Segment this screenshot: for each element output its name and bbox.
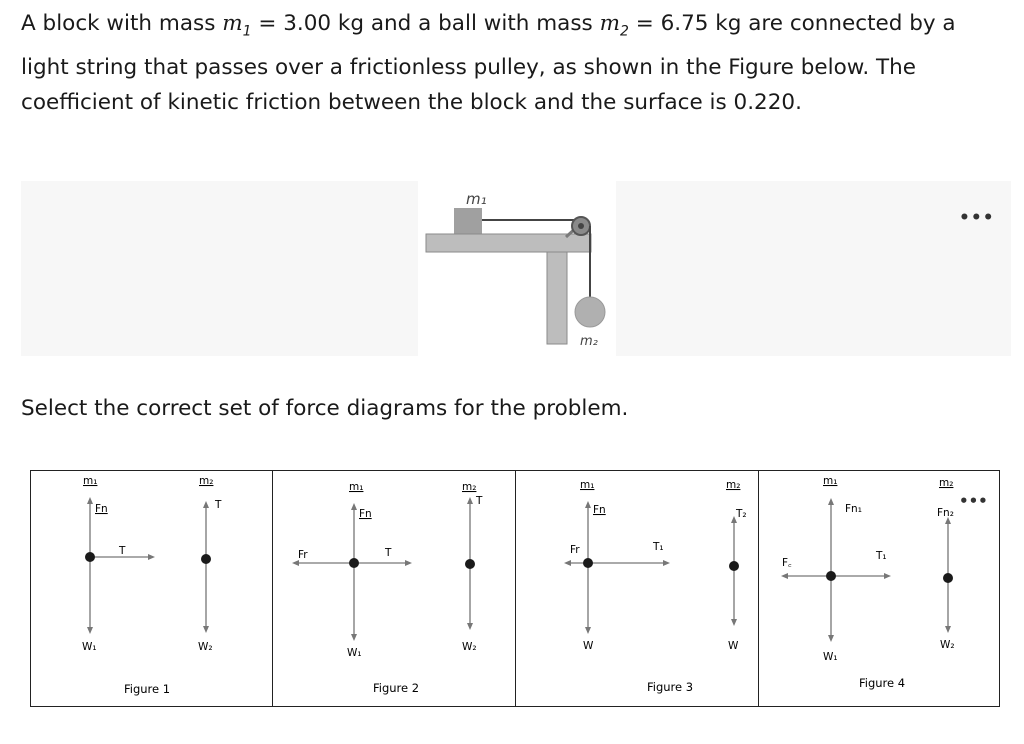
fig4-m2-dot <box>943 573 953 583</box>
fig1-m2-dot <box>201 554 211 564</box>
m2-symbol: m <box>599 11 620 36</box>
figure-2-option[interactable] <box>273 471 516 706</box>
fig4-m1-label: m₁ <box>823 475 838 487</box>
m1-symbol: m <box>222 11 243 36</box>
problem-statement <box>21 6 1001 121</box>
fig3-m1-label: m₁ <box>580 479 595 491</box>
fig1-m2-tension-arrowhead <box>203 501 209 508</box>
problem-text-1: A block with mass <box>21 11 223 36</box>
pulley-axle <box>578 223 584 229</box>
pulley-diagram <box>418 181 616 356</box>
more-options-icon[interactable]: ••• <box>959 208 995 228</box>
block-m1 <box>454 208 482 234</box>
fig1-m2-tension-label: T <box>215 499 222 511</box>
figure-3-caption: Figure 3 <box>647 680 694 694</box>
fig3-weight-label: W <box>583 640 594 652</box>
figure-options-table <box>30 470 1000 707</box>
fig4-m1-dot <box>826 571 836 581</box>
question-text: Select the correct set of force diagrams for the problem. <box>21 396 629 421</box>
fig4-m2-normal-label: Fn₂ <box>937 507 954 519</box>
figure-2-diagram <box>273 471 514 706</box>
setup-figure <box>21 181 1011 356</box>
fig4-normal-arrowhead <box>828 498 834 505</box>
fig2-m1-label: m₁ <box>349 481 364 493</box>
problem-text-2: = 3.00 kg and a ball with mass <box>251 11 600 36</box>
fig3-m1-dot <box>583 558 593 568</box>
fig1-normal-label: Fn <box>95 503 108 515</box>
problem-text-3: = 6.75 kg are connected by a light string that passes over a frictionless pulley, as shown in the Figure below. The coefficient of kinetic friction between the block and the surface is 0.220. <box>21 11 956 116</box>
fig2-friction-label: Fr <box>298 549 308 561</box>
fig1-m1-label: m₁ <box>83 475 98 487</box>
fig3-weight-arrowhead <box>585 627 591 634</box>
m1-subscript: 1 <box>242 23 252 40</box>
fig2-m2-dot <box>465 559 475 569</box>
fig3-normal-label: Fn <box>593 504 606 516</box>
fig2-normal-label: Fn <box>359 508 372 520</box>
figure-4-caption: Figure 4 <box>859 676 906 690</box>
fig2-m2-tension-label: T <box>476 495 483 507</box>
figure-3-diagram <box>516 471 757 706</box>
figure-2-caption: Figure 2 <box>373 681 420 695</box>
fig4-weight-label: W₁ <box>823 651 838 663</box>
fig4-m2-weight-label: W₂ <box>940 639 955 651</box>
fig2-weight-arrowhead <box>351 634 357 641</box>
fig1-m1-dot <box>85 552 95 562</box>
fig4-tension-arrowhead <box>884 573 891 579</box>
fig4-m2-weight-arrowhead <box>945 626 951 633</box>
fig4-m2-label: m₂ <box>939 477 954 489</box>
fig1-normal-arrowhead <box>87 497 93 504</box>
fig4-friction-arrowhead <box>781 573 788 579</box>
fig3-normal-arrowhead <box>585 501 591 508</box>
ball-m2 <box>575 297 605 327</box>
fig1-m2-weight-arrowhead <box>203 626 209 633</box>
fig2-m2-weight-label: W₂ <box>462 641 477 653</box>
fig1-weight-arrowhead <box>87 627 93 634</box>
fig2-tension-arrowhead <box>405 560 412 566</box>
table-leg <box>547 252 567 344</box>
fig4-weight-arrowhead <box>828 635 834 642</box>
fig3-m2-dot <box>729 561 739 571</box>
figure-4-diagram <box>759 471 999 706</box>
ball-label: m₂ <box>580 334 598 349</box>
fig3-m2-tension-label: T₂ <box>736 508 747 520</box>
fig2-normal-arrowhead <box>351 503 357 510</box>
fig1-tension-label: T <box>119 545 126 557</box>
fig3-tension-label: T₁ <box>653 541 664 553</box>
fig2-m2-weight-arrowhead <box>467 623 473 630</box>
fig3-friction-arrowhead <box>564 560 571 566</box>
fig4-friction-label: F꜀ <box>782 557 792 569</box>
fig2-m2-label: m₂ <box>462 481 477 493</box>
block-label: m₁ <box>466 190 487 208</box>
fig3-m2-weight-arrowhead <box>731 619 737 626</box>
fig4-tension-label: T₁ <box>876 550 887 562</box>
setup-left-band <box>21 181 418 356</box>
fig2-m1-dot <box>349 558 359 568</box>
fig3-friction-label: Fr <box>570 544 580 556</box>
figure-1-caption: Figure 1 <box>124 682 171 696</box>
fig2-tension-label: T <box>385 547 392 559</box>
fig3-m2-weight-label: W <box>728 640 739 652</box>
fig4-more-options-icon[interactable]: ••• <box>959 492 988 510</box>
fig4-normal-label: Fn₁ <box>845 503 862 515</box>
fig1-weight-label: W₁ <box>82 641 97 653</box>
fig3-tension-arrowhead <box>663 560 670 566</box>
fig1-tension-arrowhead <box>148 554 155 560</box>
figure-4-option[interactable] <box>759 471 1001 706</box>
m2-subscript: 2 <box>619 23 629 40</box>
figure-1-diagram <box>31 471 271 706</box>
fig1-m2-label: m₂ <box>199 475 214 487</box>
figure-3-option[interactable] <box>516 471 759 706</box>
fig3-m2-label: m₂ <box>726 479 741 491</box>
fig2-m2-tension-arrowhead <box>467 497 473 504</box>
fig1-m2-weight-label: W₂ <box>198 641 213 653</box>
fig2-weight-label: W₁ <box>347 647 362 659</box>
figure-1-option[interactable] <box>31 471 273 706</box>
setup-right-band <box>616 181 1011 356</box>
